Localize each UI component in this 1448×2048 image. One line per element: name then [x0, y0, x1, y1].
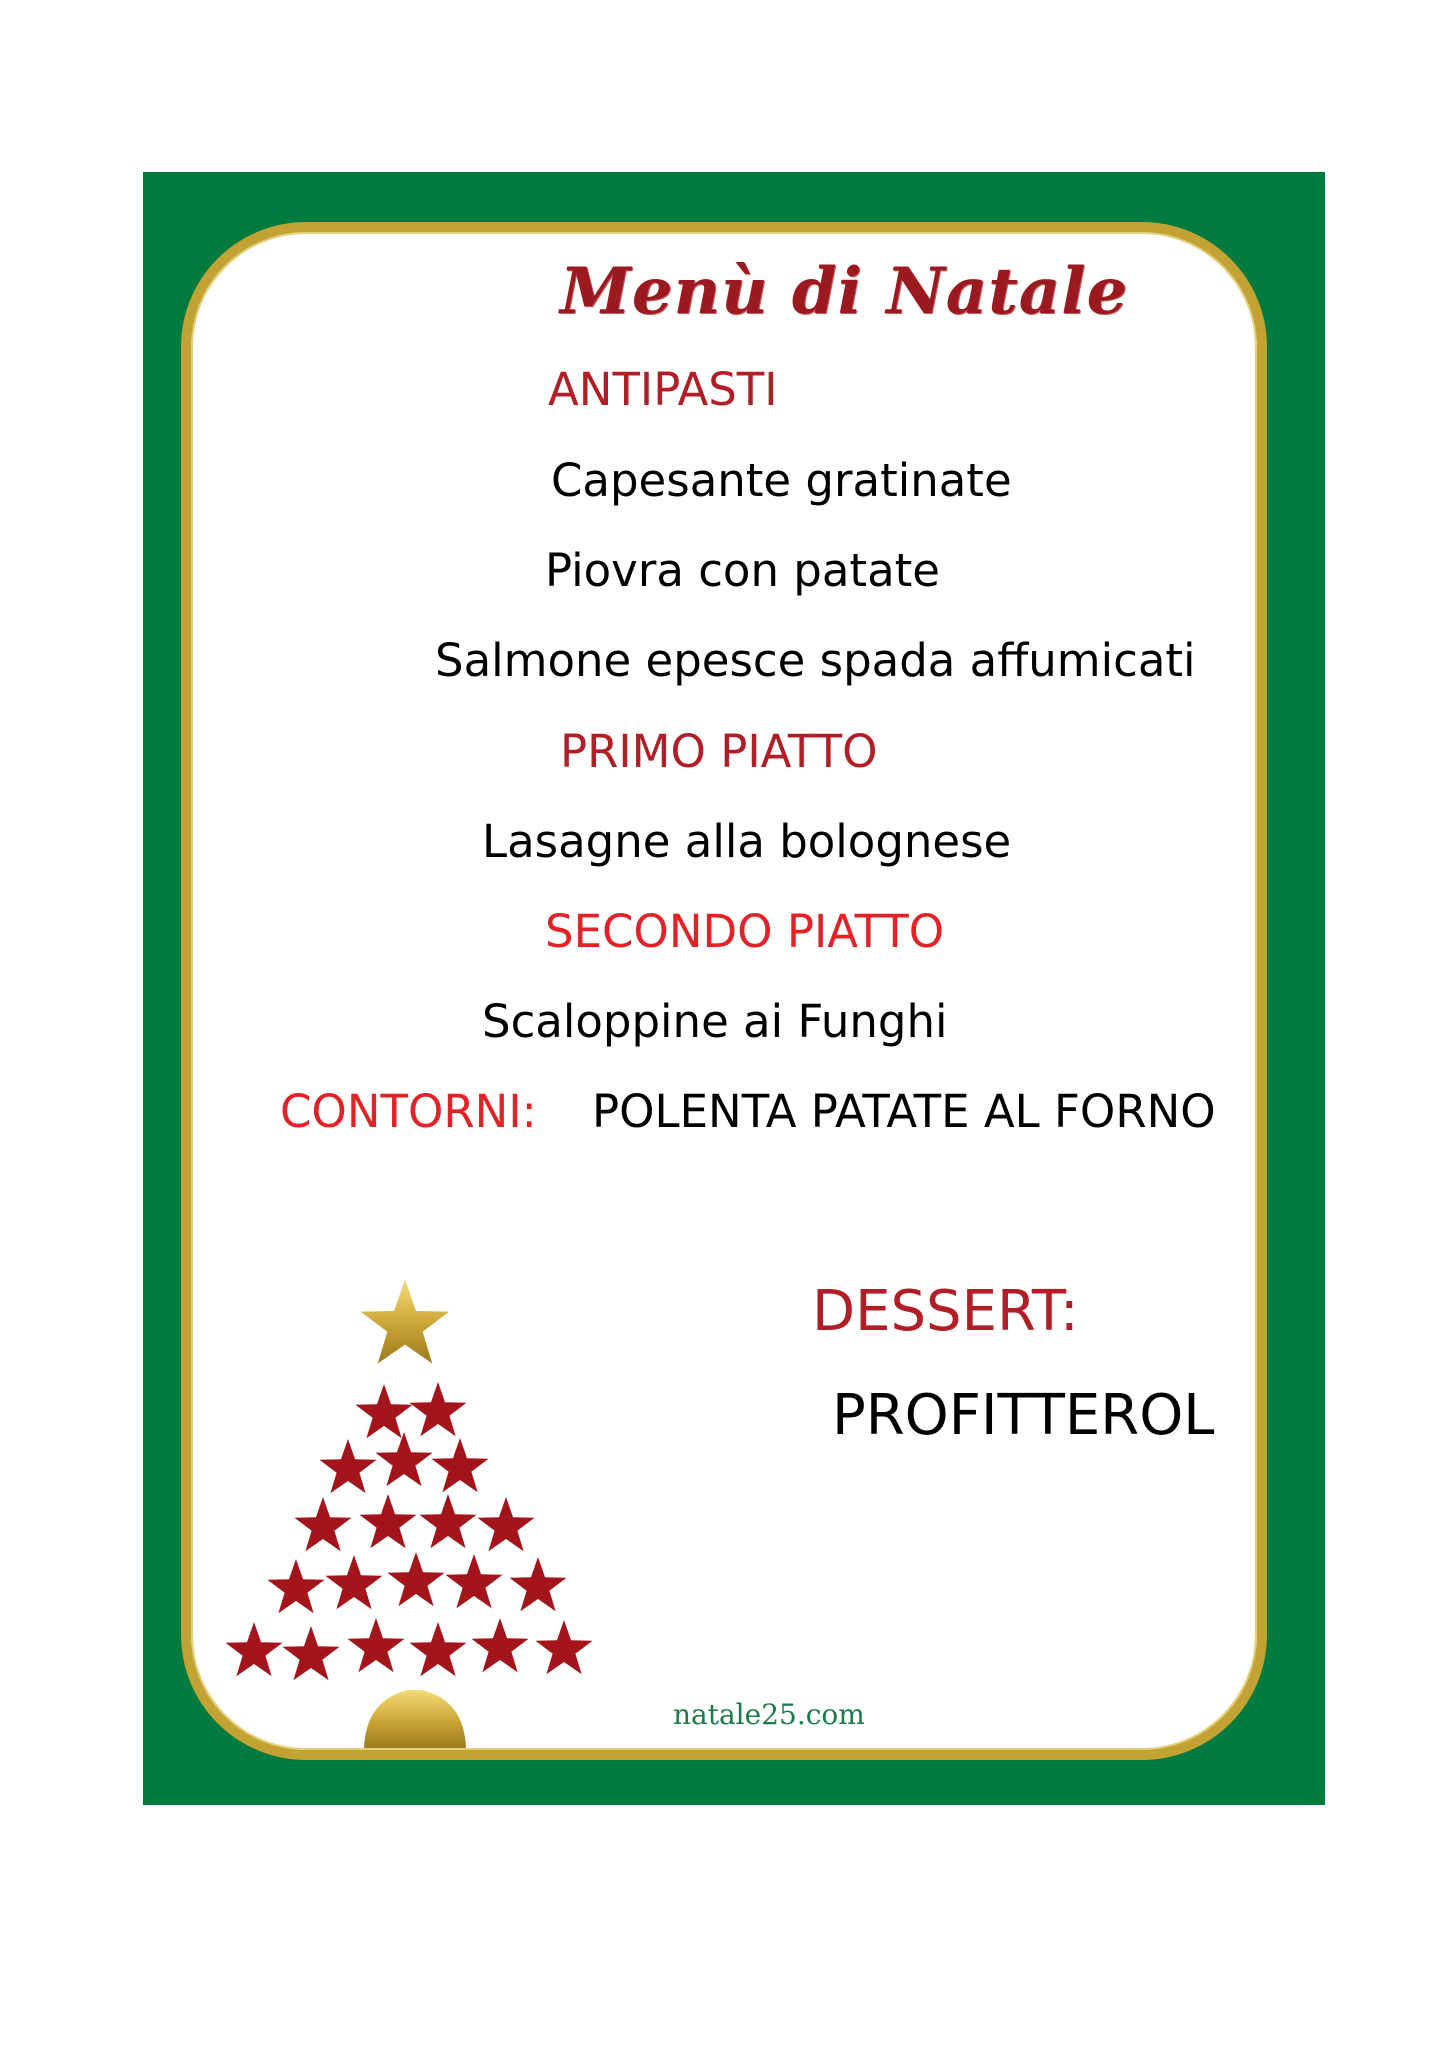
- gold-star-icon: [361, 1280, 449, 1364]
- star-icon: [387, 1552, 444, 1606]
- star-icon: [409, 1622, 466, 1676]
- primo-heading: PRIMO PIATTO: [560, 725, 878, 778]
- secondo-heading: SECONDO PIATTO: [545, 905, 945, 958]
- menu-title: Menù di Natale: [560, 254, 1129, 329]
- star-icon: [282, 1626, 339, 1680]
- star-icon: [431, 1438, 488, 1492]
- star-icon: [225, 1622, 282, 1676]
- star-icon: [477, 1497, 534, 1551]
- star-icon: [359, 1494, 416, 1548]
- star-icon: [375, 1432, 432, 1486]
- star-icon: [355, 1384, 412, 1438]
- tree-trunk: [364, 1690, 466, 1748]
- dessert-heading: DESSERT:: [812, 1279, 1079, 1344]
- star-icon: [294, 1497, 351, 1551]
- star-icon: [471, 1618, 528, 1672]
- antipasti-item: Salmone epesce spada affumicati: [435, 634, 1196, 687]
- antipasti-item: Capesante gratinate: [551, 454, 1012, 507]
- contorni-items: POLENTA PATATE AL FORNO: [592, 1085, 1216, 1138]
- secondo-item: Scaloppine ai Funghi: [482, 995, 948, 1048]
- star-icon: [409, 1382, 466, 1436]
- primo-item: Lasagne alla bolognese: [482, 815, 1012, 868]
- star-icon: [509, 1557, 566, 1611]
- red-stars: [225, 1382, 592, 1680]
- star-icon: [319, 1439, 376, 1493]
- star-icon: [325, 1555, 382, 1609]
- star-icon: [419, 1494, 476, 1548]
- antipasti-item: Piovra con patate: [545, 544, 940, 597]
- dessert-item: PROFITTEROL: [832, 1383, 1215, 1448]
- antipasti-heading: ANTIPASTI: [548, 363, 778, 416]
- christmas-tree-icon: [216, 1270, 616, 1750]
- star-icon: [535, 1620, 592, 1674]
- footer-website: natale25.com: [673, 1698, 865, 1731]
- contorni-label: CONTORNI:: [280, 1085, 537, 1138]
- star-icon: [267, 1559, 324, 1613]
- star-icon: [347, 1618, 404, 1672]
- star-icon: [445, 1554, 502, 1608]
